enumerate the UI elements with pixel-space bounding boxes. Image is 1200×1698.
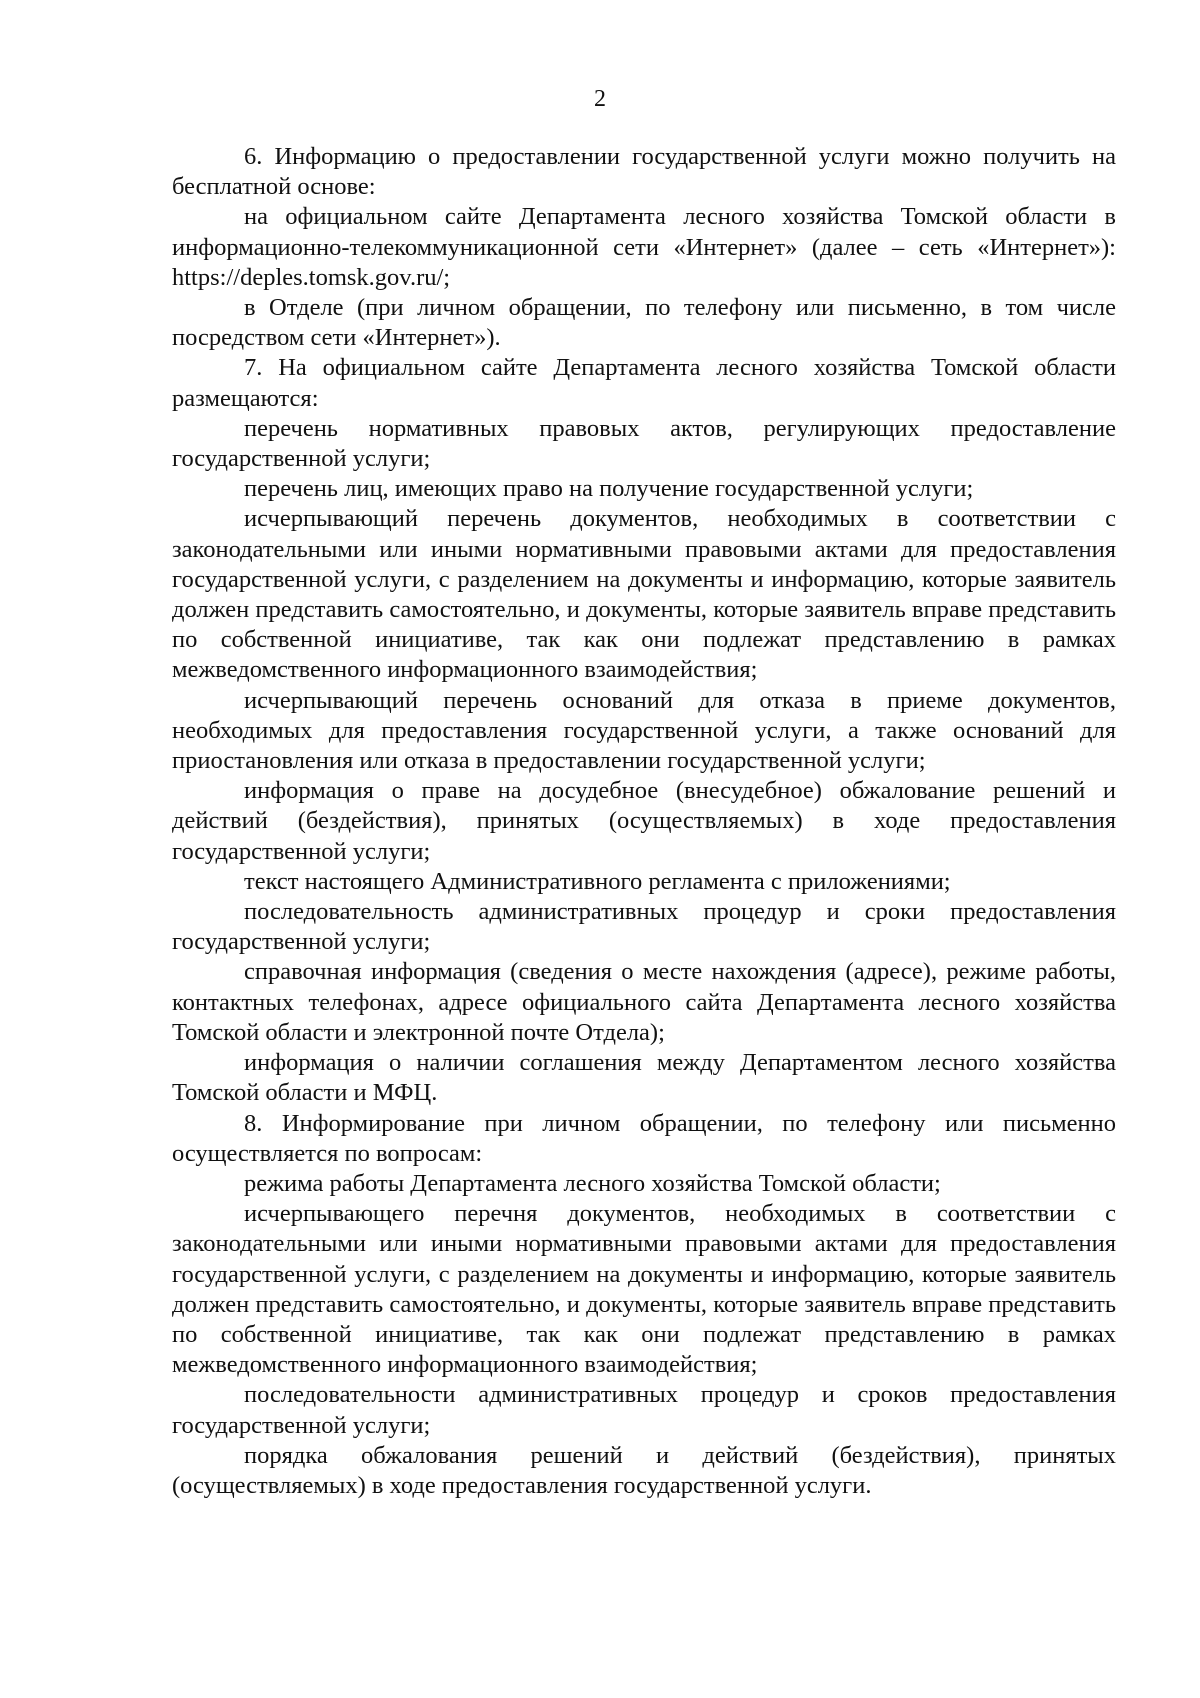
paragraph: перечень нормативных правовых актов, регулирующих предоставление государственной услуги; bbox=[172, 414, 1116, 473]
document-body bbox=[172, 142, 1116, 1501]
paragraph: режима работы Департамента лесного хозяйства Томской области; bbox=[244, 1169, 941, 1197]
paragraph: на официальном сайте Департамента лесного хозяйства Томской области в информационно-телекоммуникационной сети «Интернет» (далее – сеть «Интернет»): https://deples.tomsk.gov.ru/; bbox=[172, 203, 1116, 291]
paragraph: 8. Информирование при личном обращении, по телефону или письменно осуществляется по вопросам: bbox=[172, 1109, 1116, 1167]
page-number: 2 bbox=[594, 86, 606, 112]
paragraph: в Отделе (при личном обращении, по телефону или письменно, в том числе посредством сети «Интернет»). bbox=[172, 294, 1116, 352]
paragraph: текст настоящего Административного регламента с приложениями; bbox=[244, 867, 951, 895]
paragraph: справочная информация (сведения о месте нахождения (адресе), режиме работы, контактных телефонах, адресе официального сайта Департамента лесного хозяйства Томской области и электронной почте Отдела); bbox=[172, 958, 1116, 1046]
paragraph: перечень лиц, имеющих право на получение государственной услуги; bbox=[244, 475, 974, 503]
paragraph: информация о праве на досудебное (внесудебное) обжалование решений и действий (бездействия), принятых (осуществляемых) в ходе предоставления государственной услуги; bbox=[172, 777, 1116, 865]
paragraph: информация о наличии соглашения между Департаментом лесного хозяйства Томской области и МФЦ. bbox=[172, 1049, 1116, 1107]
paragraph: 7. На официальном сайте Департамента лесного хозяйства Томской области размещаются: bbox=[172, 354, 1116, 412]
paragraph: последовательность административных процедур и сроки предоставления государственной услуги; bbox=[172, 898, 1116, 956]
paragraph: исчерпывающий перечень документов, необходимых в соответствии с законодательными или иными нормативными правовыми актами для предоставления государственной услуги, с разделением на документы и информацию, которые заявитель должен представить самостоятельно, и документы, которые заявитель вправе представить по собственной инициативе, так как они подлежат представлению в рамках межведомственного информационного взаимодействия; bbox=[172, 505, 1116, 684]
paragraph: порядка обжалования решений и действий (бездействия), принятых (осуществляемых) в ходе предоставления государственной услуги. bbox=[172, 1441, 1116, 1499]
paragraph: исчерпывающий перечень оснований для отказа в приеме документов, необходимых для предоставления государственной услуги, а также оснований для приостановления или отказа в предоставлении государственной услуги; bbox=[172, 686, 1116, 775]
paragraph: последовательности административных процедур и сроков предоставления государственной услуги; bbox=[172, 1381, 1116, 1439]
paragraph: исчерпывающего перечня документов, необходимых в соответствии с законодательными или иными нормативными правовыми актами для предоставления государственной услуги, с разделением на документы и информацию, которые заявитель должен представить самостоятельно, и документы, которые заявитель вправе представить по собственной инициативе, так как они подлежат представлению в рамках межведомственного информационного взаимодействия; bbox=[172, 1200, 1116, 1379]
paragraph: 6. Информацию о предоставлении государственной услуги можно получить на бесплатной основе: bbox=[172, 143, 1116, 201]
